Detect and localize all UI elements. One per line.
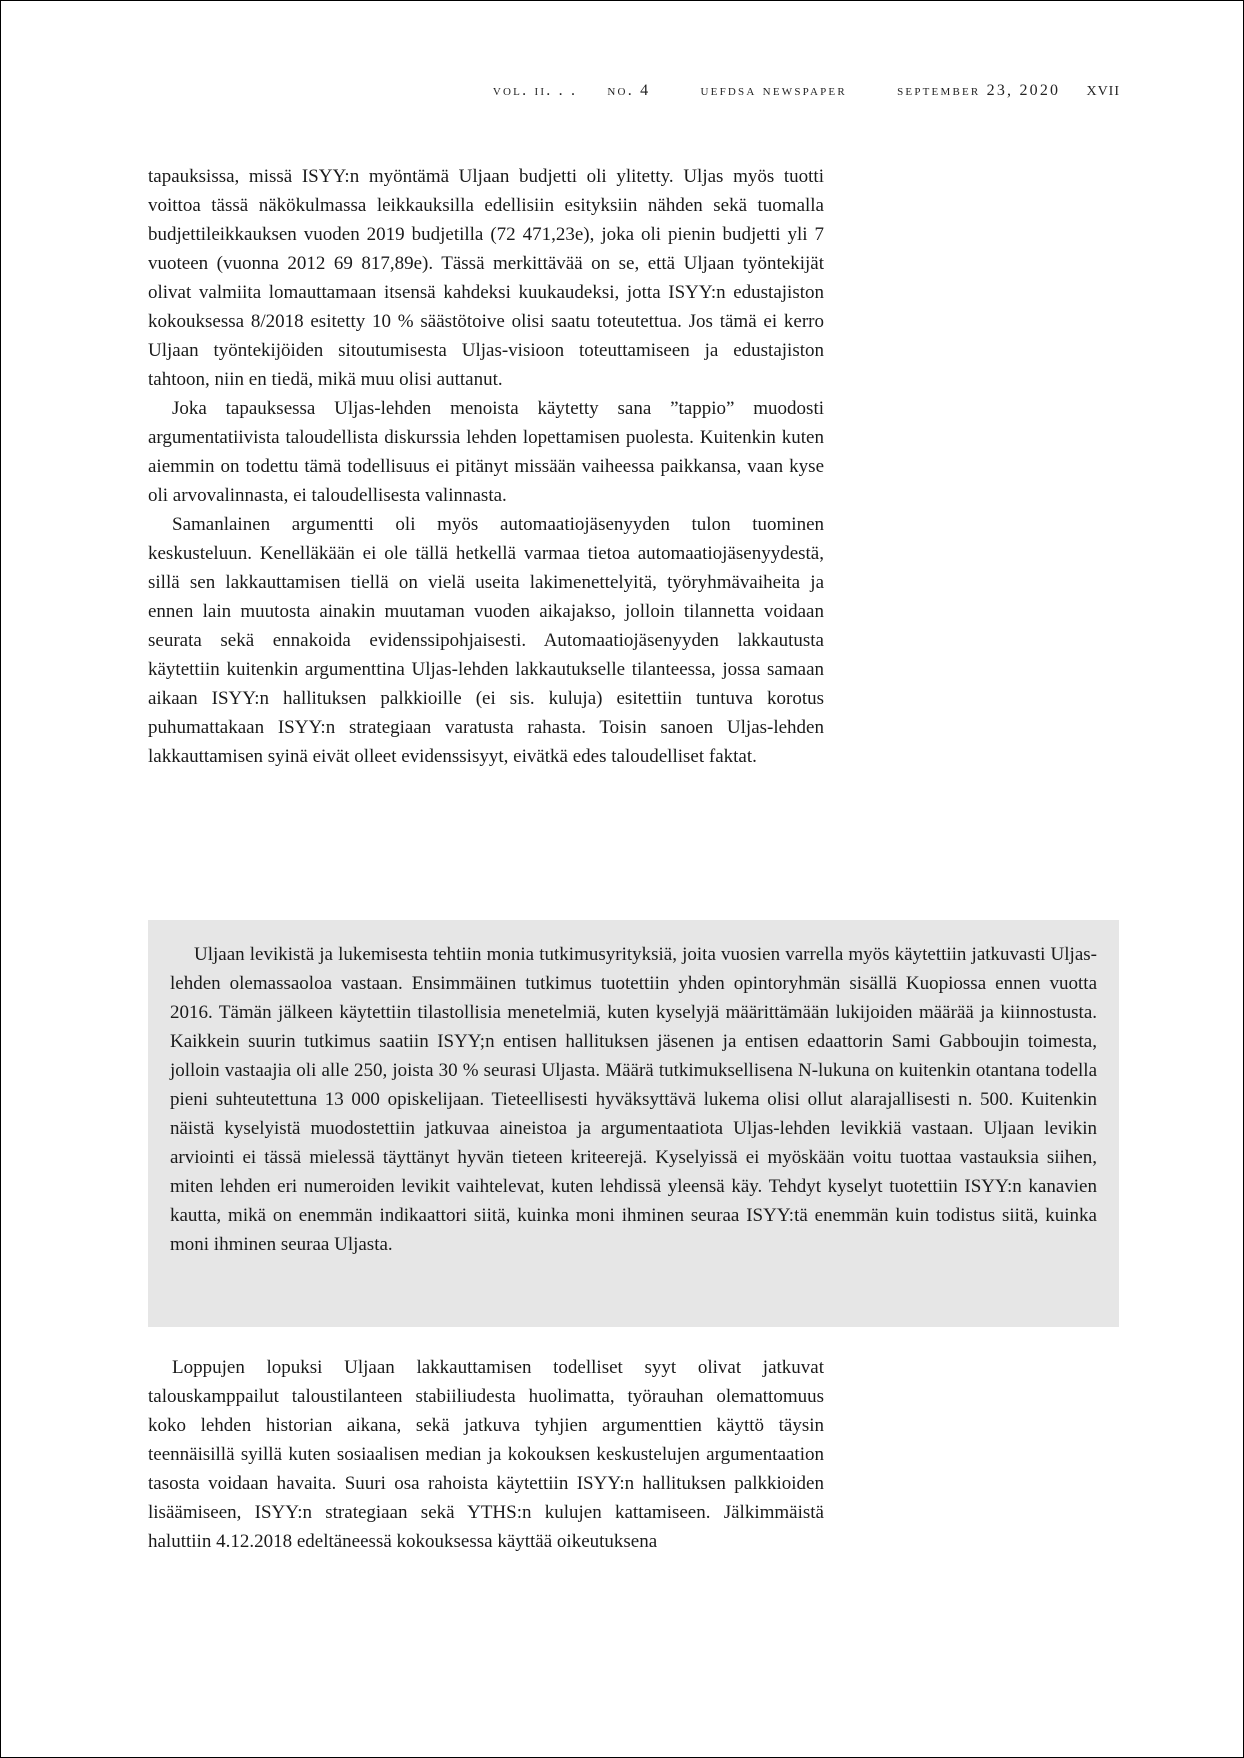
- paragraph: Joka tapauksessa Uljas-lehden menoista käytetty sana ”tappio” muodosti argumentatiivista taloudellista diskurssia lehden lopettamisen puolesta. Kuitenkin kuten aiemmin on todettu tämä todellisuus ei pitänyt missään vaiheessa paikkansa, vaan kyse oli arvovalinnasta, ei taloudellisesta valinnasta.: [148, 398, 824, 506]
- paragraph: Samanlainen argumentti oli myös automaatiojäsenyyden tulon tuominen keskusteluun. Kenelläkään ei ole tällä hetkellä varmaa tietoa automaatiojäsenyydestä, sillä sen lakkauttamisen tiellä on vielä useita lakimenettelyitä, työryhmävaiheita ja ennen lain muutosta ainakin muutaman vuoden aikajakso, jolloin tilannetta voidaan seurata sekä ennakoida evidenssipohjaisesti. Automaatiojäsenyyden lakkautusta käytettiin kuitenkin argumenttina Uljas-lehden lakkautukselle tilanteessa, jossa samaan aikaan ISYY:n hallituksen palkkioille (ei sis. kuluja) esitettiin tuntuva korotus puhumattakaan ISYY:n strategiaan varatusta rahasta. Toisin sanoen Uljas-lehden lakkauttamisen syinä eivät olleet evidenssisyyt, eivätkä edes taloudelliset faktat.: [148, 514, 824, 767]
- header-volume: vol. ii. . .: [492, 82, 578, 99]
- body-text-top: [148, 162, 824, 771]
- paragraph: tapauksissa, missä ISYY:n myöntämä Uljaan budjetti oli ylitetty. Uljas myös tuotti voittoa tässä näkökulmassa leikkauksilla edellisiin esityksiin nähden sekä tuomalla budjettileikkauksen vuoden 2019 budjetilla (72 471,23e), joka oli pienin budjetti yli 7 vuoteen (vuonna 2012 69 817,89e). Tässä merkittävää on se, että Uljaan työntekijät olivat valmiita lomauttamaan itsensä kahdeksi kuukaudeksi, jotta ISYY:n edustajiston kokouksessa 8/2018 esitetty 10 % säästötoive olisi saatu toteutettua. Jos tämä ei kerro Uljaan työntekijöiden sitoutumisesta Uljas-visioon toteuttamiseen ja edustajiston tahtoon, niin en tiedä, mikä muu olisi auttanut.: [148, 166, 824, 390]
- highlight-paragraph: Uljaan levikistä ja lukemisesta tehtiin monia tutkimusyrityksiä, joita vuosien varrella myös käytettiin jatkuvasti Uljas-lehden olemassaoloa vastaan. Ensimmäinen tutkimus tuotettiin yhden opintoryhmän sisällä Kuopiossa ennen vuotta 2016. Tämän jälkeen käytettiin tilastollisia menetelmiä, kuten kyselyjä määrittämään lukijoiden määrää ja kiinnostusta. Kaikkein suurin tutkimus saatiin ISYY;n entisen hallituksen jäsenen ja entisen edaattorin Sami Gabboujin toimesta, jolloin vastaajia oli alle 250, joista 30 % seurasi Uljasta. Määrä tutkimuksellisena N-lukuna on kuitenkin otantana todella pieni suhteutettuna 13 000 opiskelijaan. Tieteellisesti hyväksyttävä lukema olisi ollut alarajallisesti n. 500. Kuitenkin näistä kyselyistä muodostettiin jatkuvaa aineistoa ja argumentaatiota Uljas-lehden levikkiä vastaan. Uljaan levikin arviointi ei tässä mielessä täyttänyt hyvän tieteen kriteerejä. Kyselyissä ei myöskään voitu tuottaa vastauksia siihen, miten lehden eri numeroiden levikit vaihtelevat, kuten lehdissä yleensä käy. Tehdyt kyselyt tuotettiin ISYY:n kanavien kautta, mikä on enemmän indikaattori siitä, kuinka moni ihminen seuraa ISYY:tä enemmän kuin todistus siitä, kuinka moni ihminen seuraa Uljasta.: [170, 944, 1097, 1255]
- header-date: september 23, 2020: [897, 82, 1061, 99]
- header-issue: no. 4: [607, 82, 651, 99]
- running-header: [0, 78, 1120, 101]
- body-text-bottom: [148, 1353, 824, 1556]
- header-publication: uefdsa newspaper: [700, 82, 847, 99]
- page-number: xvii: [1086, 78, 1120, 100]
- paragraph: Loppujen lopuksi Uljaan lakkauttamisen todelliset syyt olivat jatkuvat talouskamppailut taloustilanteen stabiiliudesta huolimatta, työrauhan olemattomuus koko lehden historian aikana, sekä jatkuva tyhjien argumenttien käyttö täysin teennäisillä syillä kuten sosiaalisen median ja kokouksen keskustelujen argumentaation tasosta voidaan havaita. Suuri osa rahoista käytettiin ISYY:n hallituksen palkkioiden lisäämiseen, ISYY:n strategiaan sekä YTHS:n kulujen kattamiseen. Jälkimmäistä haluttiin 4.12.2018 edeltäneessä kokouksessa käyttää oikeutuksena: [148, 1357, 824, 1552]
- highlight-box: [148, 920, 1119, 1327]
